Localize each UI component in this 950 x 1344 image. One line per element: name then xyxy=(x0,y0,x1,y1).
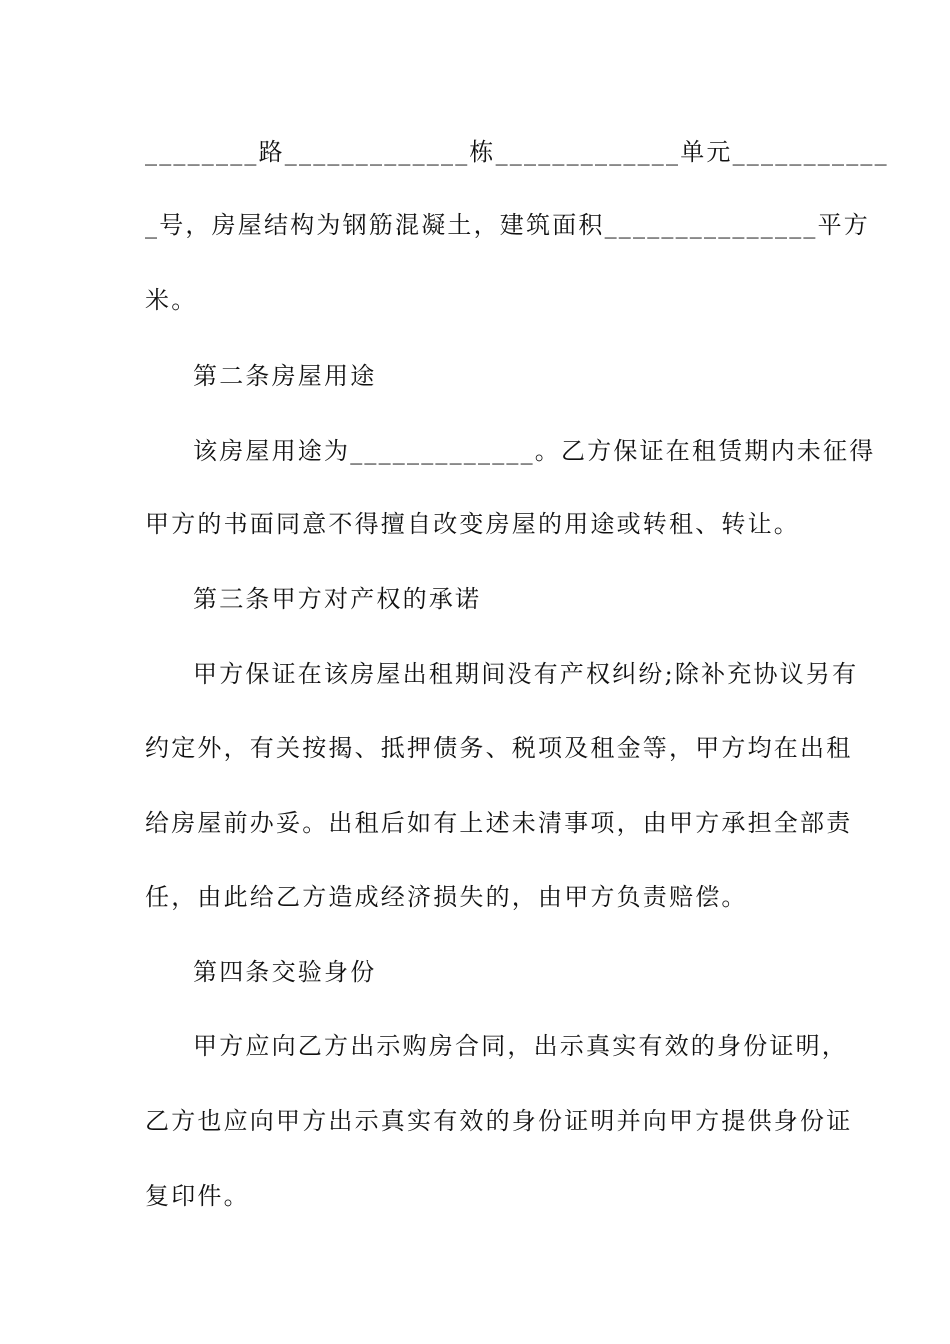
article-3-text-line-2: 约定外，有关按揭、抵押债务、税项及租金等，甲方均在出租 xyxy=(145,734,853,762)
article-4-text-line-2: 乙方也应向甲方出示真实有效的身份证明并向甲方提供身份证 xyxy=(145,1107,853,1135)
article-3-text-line-1: 甲方保证在该房屋出租期间没有产权纠纷;除补充协议另有 xyxy=(193,660,859,688)
area-unit-line: 米。 xyxy=(145,286,198,314)
structure-line: _号，房屋结构为钢筋混凝土，建筑面积_______________平方 xyxy=(145,211,870,239)
article-4-text-line-3: 复印件。 xyxy=(145,1182,250,1210)
article-3-text-line-3: 给房屋前办妥。出租后如有上述未清事项，由甲方承担全部责 xyxy=(145,809,853,837)
address-line: ________路_____________栋_____________单元___________ xyxy=(145,138,889,166)
article-3-text-line-4: 任，由此给乙方造成经济损失的，由甲方负责赔偿。 xyxy=(145,883,748,911)
article-4-heading: 第四条交验身份 xyxy=(193,958,377,986)
article-2-heading: 第二条房屋用途 xyxy=(193,362,377,390)
article-2-text-line-2: 甲方的书面同意不得擅自改变房屋的用途或转租、转让。 xyxy=(145,510,800,538)
article-2-text-line-1: 该房屋用途为_____________。乙方保证在租赁期内未征得 xyxy=(193,437,876,465)
article-3-heading: 第三条甲方对产权的承诺 xyxy=(193,585,482,613)
article-4-text-line-1: 甲方应向乙方出示购房合同，出示真实有效的身份证明， xyxy=(193,1032,848,1060)
